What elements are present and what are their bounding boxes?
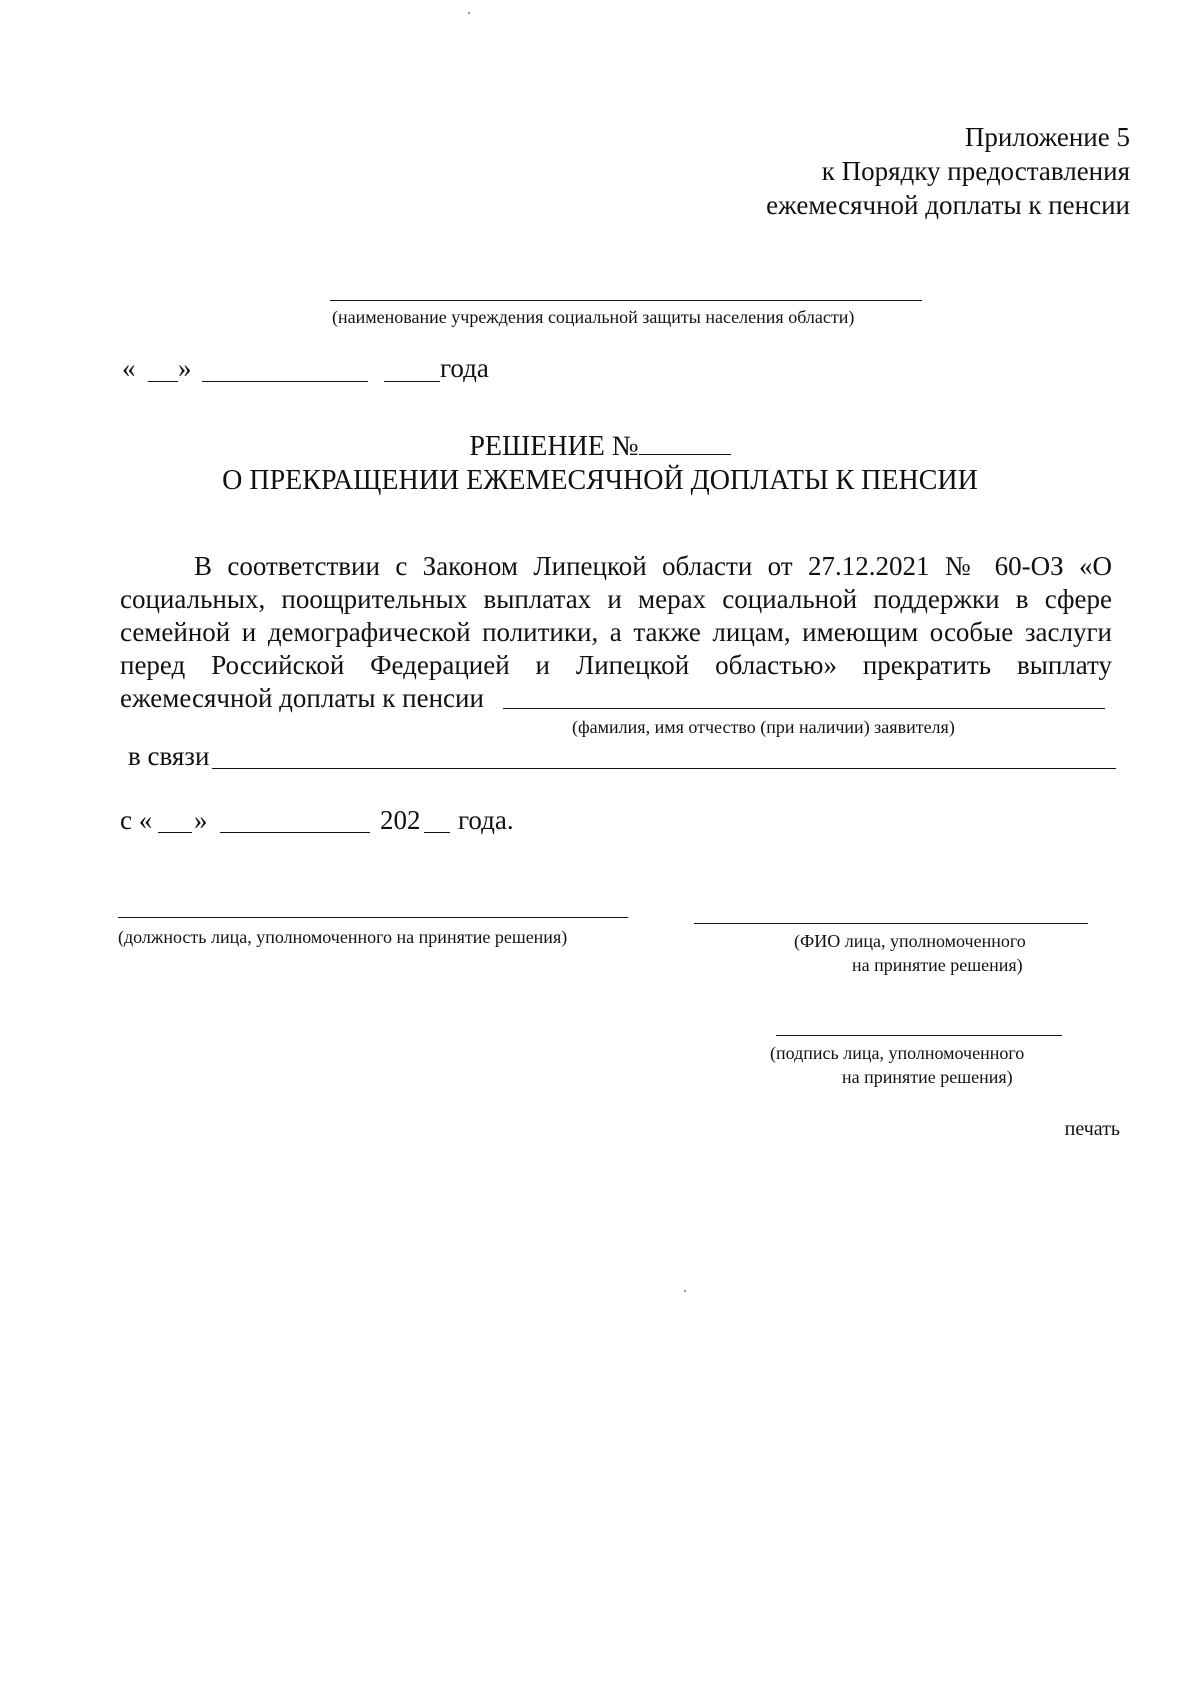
body-row-4: перед Российской Федерацией и Липецкой областью» прекратить выплату: [120, 650, 1112, 680]
scan-speck: [468, 12, 470, 14]
body-row-2: социальных, поощрительных выплатах и мерах социальной поддержки в сфере: [120, 584, 1112, 614]
from-date-year-word: года.: [458, 805, 514, 835]
appendix-line-3: ежемесячной доплаты к пенсии: [766, 190, 1130, 220]
institution-caption: (наименование учреждения социальной защиты населения области): [332, 307, 855, 327]
from-date-month-blank: [220, 832, 370, 833]
stamp-label: печать: [1064, 1118, 1120, 1140]
reason-label: в связи: [128, 741, 210, 771]
decision-title: [0, 430, 1200, 464]
fio-blank-line: [694, 923, 1088, 924]
position-caption: (должность лица, уполномоченного на принятие решения): [118, 927, 568, 947]
body-row-5: ежемесячной доплаты к пенсии: [120, 683, 484, 713]
signature-caption-line-2: на принятие решения): [842, 1067, 1013, 1087]
date-year-word: года: [440, 353, 489, 383]
scan-speck: [684, 1290, 686, 1292]
signature-blank-line: [776, 1035, 1062, 1036]
applicant-blank-line: [503, 708, 1105, 709]
body-row-3: семейной и демографической политики, а также лицам, имеющим особые заслуги: [120, 617, 1112, 647]
fio-caption-line-1: (ФИО лица, уполномоченного: [794, 931, 1026, 951]
from-date-year-prefix: 202: [380, 805, 421, 835]
decision-subtitle: О ПРЕКРАЩЕНИИ ЕЖЕМЕСЯЧНОЙ ДОПЛАТЫ К ПЕНСИИ: [222, 465, 978, 496]
date-year-blank: [384, 381, 440, 382]
applicant-caption: (фамилия, имя отчество (при наличии) заявителя): [572, 717, 955, 737]
appendix-line-2: к Порядку предоставления: [821, 156, 1130, 186]
from-date-day-blank: [158, 832, 192, 833]
decision-number-blank: [639, 432, 731, 455]
fio-caption-line-2: на принятие решения): [852, 955, 1023, 975]
date-day-blank: [148, 381, 178, 382]
decision-body: [120, 550, 1112, 715]
decision-number-label: РЕШЕНИЕ №: [469, 431, 639, 462]
from-date-close-quote: »: [194, 805, 208, 835]
appendix-header: [766, 120, 1130, 222]
date-close-quote: »: [178, 353, 192, 383]
position-blank-line: [118, 917, 628, 918]
date-month-blank: [202, 381, 368, 382]
institution-blank-line: [330, 300, 922, 301]
from-date-prefix: с «: [120, 805, 153, 835]
from-date-year-blank: [424, 832, 450, 833]
appendix-line-1: Приложение 5: [964, 122, 1130, 152]
reason-blank-line: [212, 768, 1116, 769]
date-open-quote: «: [122, 353, 136, 383]
signature-caption-line-1: (подпись лица, уполномоченного: [770, 1043, 1025, 1063]
body-row-1: В соответствии с Законом Липецкой области от 27.12.2021 № 60-ОЗ «О: [194, 551, 1112, 581]
